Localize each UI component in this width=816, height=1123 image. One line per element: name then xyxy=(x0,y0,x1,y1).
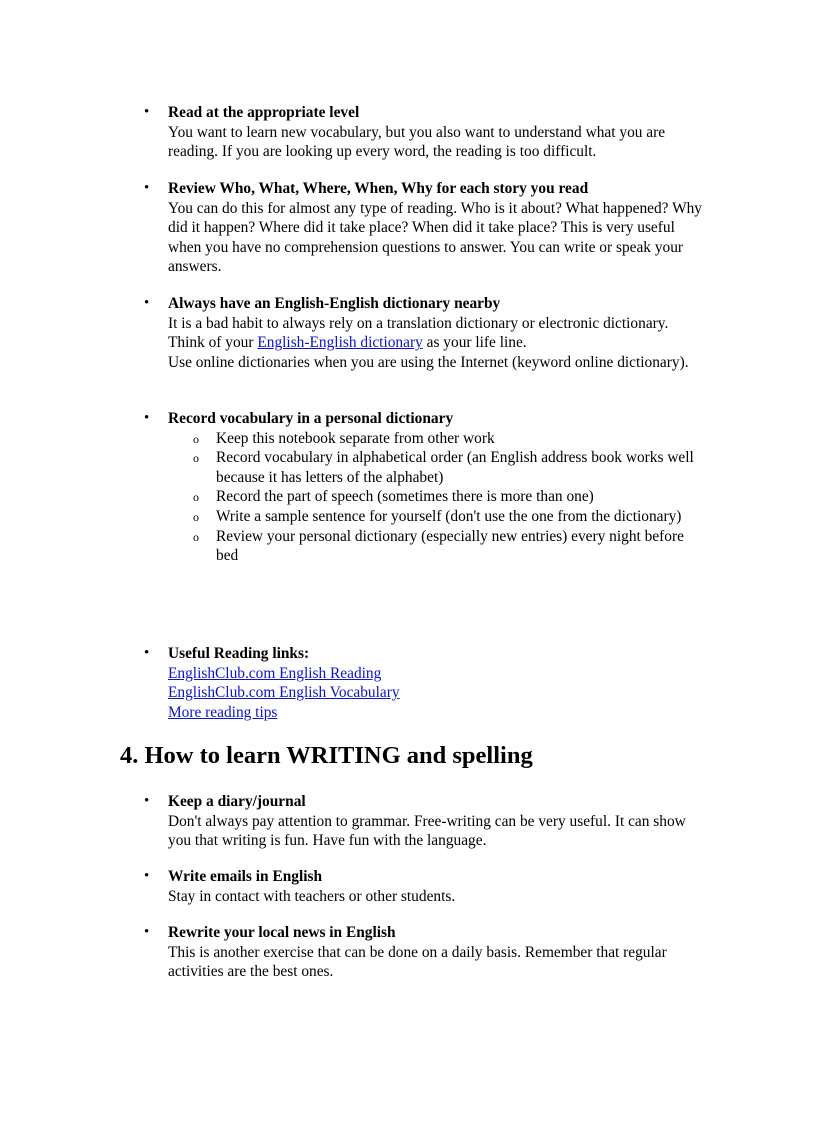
tip-title: • Always have an English-English dictionary nearby xyxy=(168,295,501,312)
tip-title: • Record vocabulary in a personal dictionary xyxy=(168,410,454,427)
sub-list-item: o Record the part of speech (sometimes there is more than one) xyxy=(168,487,708,507)
englishclub-reading-link[interactable]: EnglishClub.com English Reading xyxy=(168,664,382,682)
sub-list-item: o Keep this notebook separate from other work xyxy=(168,429,708,449)
tip-body xyxy=(168,314,708,353)
tip-title: • Write emails in English xyxy=(168,868,323,885)
tip-title: • Useful Reading links: xyxy=(168,645,310,662)
sub-list xyxy=(120,429,708,566)
tip-body: Stay in contact with teachers or other students. xyxy=(168,887,456,905)
sub-list-item: o Write a sample sentence for yourself (don't use the one from the dictionary) xyxy=(168,507,708,527)
tip-body: You can do this for almost any type of reading. Who is it about? What happened? Why did it happen? Where did it take place? When did it take place? This is very useful when you have no comprehension questions to answer. You can write or speak your answers. xyxy=(168,199,703,276)
englishclub-vocabulary-link[interactable]: EnglishClub.com English Vocabulary xyxy=(168,684,400,702)
reading-tips-list xyxy=(168,644,708,722)
list-item xyxy=(168,923,708,982)
list-item xyxy=(168,103,708,162)
tip-body-text: as your life line. xyxy=(422,334,527,352)
list-item xyxy=(168,409,708,566)
sub-list-item: o Record vocabulary in alphabetical order (an English address book works well because it has letters of the alphabet) xyxy=(168,448,708,487)
section-heading: 4. How to learn WRITING and spelling xyxy=(120,742,533,769)
tip-title: • Keep a diary/journal xyxy=(168,793,306,810)
tip-body-text: It is a bad habit to always rely on a translation dictionary or electronic dictionary. Think of your xyxy=(168,314,669,352)
reading-tips-list xyxy=(168,409,708,566)
tip-body: Don't always pay attention to grammar. Free-writing can be very useful. It can show you that writing is fun. Have fun with the language. xyxy=(168,812,686,850)
tip-title: • Review Who, What, Where, When, Why for each story you read xyxy=(168,180,589,197)
tip-body: You want to learn new vocabulary, but you also want to understand what you are reading. If you are looking up every word, the reading is too difficult. xyxy=(168,123,666,161)
writing-tips-list xyxy=(168,867,708,906)
list-item xyxy=(168,792,708,851)
writing-tips-list xyxy=(168,792,708,851)
tip-body: This is another exercise that can be done on a daily basis. Remember that regular activities are the best ones. xyxy=(168,943,667,981)
tip-title: • Rewrite your local news in English xyxy=(168,924,396,941)
english-dictionary-link[interactable]: English-English dictionary xyxy=(257,334,423,352)
list-item xyxy=(168,644,708,722)
list-item xyxy=(168,294,708,372)
writing-tips-list xyxy=(168,923,708,982)
reading-tips-list xyxy=(168,294,708,372)
more-reading-tips-link[interactable]: More reading tips xyxy=(168,703,278,721)
list-item xyxy=(168,867,708,906)
reading-tips-list xyxy=(168,179,708,277)
tip-title: • Read at the appropriate level xyxy=(168,104,360,121)
list-item xyxy=(168,179,708,277)
sub-list-item: o Review your personal dictionary (especially new entries) every night before bed xyxy=(168,527,708,566)
reading-tips-list xyxy=(168,103,708,162)
tip-body-2: Use online dictionaries when you are using the Internet (keyword online dictionary). xyxy=(168,353,689,371)
